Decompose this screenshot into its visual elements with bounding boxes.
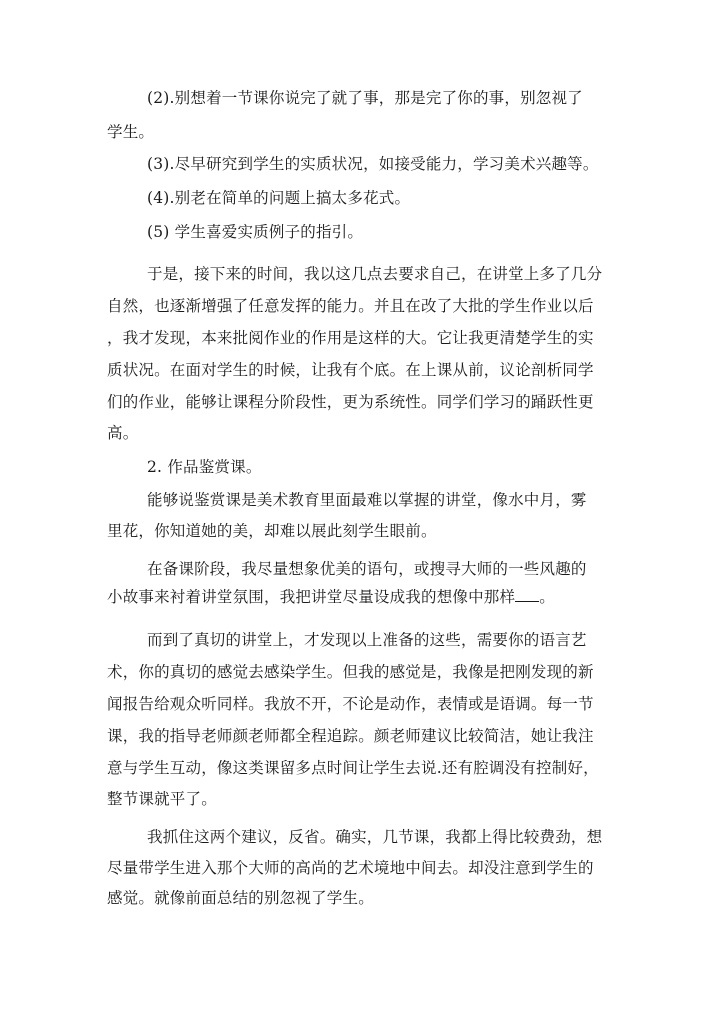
para1-line2: 自然，也逐渐增强了任意发挥的能力。并且在改了大批的学生作业以后: [107, 297, 594, 315]
para4-line3: 闻报告给观众听同样。我放不开，不论是动作，表情或是语调。每一节: [107, 695, 594, 713]
para2-line2: 里花，你知道她的美，却难以展此刻学生眼前。: [107, 522, 437, 540]
para5-line2: 尽量带学生进入那个大师的高尚的艺术境地中间去。却没注意到学生的: [107, 859, 594, 877]
list-item-2-line2: 学生。: [107, 123, 155, 141]
list-item-2-line1: (2).别想着一节课你说完了就了事，那是完了你的事，别忽视了: [147, 89, 583, 107]
para3-line2-end: 。: [539, 588, 555, 606]
para1-line5: 们的作业，能够让课程分阶段性，更为系统性。同学们学习的踊跃性更: [107, 393, 594, 411]
para4-line2: 术，你的真切的感觉去感染学生。但我的感觉是，我像是把刚发现的新: [107, 663, 594, 681]
list-item-5: (5) 学生喜爱实质例子的指引。: [147, 223, 364, 241]
para4-line5: 意与学生互动，像这类课留多点时间让学生去说.还有腔调没有控制好，: [107, 759, 599, 777]
para2-line1: 能够说鉴赏课是美术教育里面最难以掌握的讲堂，像水中月，雾: [147, 491, 587, 509]
para1-line1: 于是，接下来的时间，我以这几点去要求自己，在讲堂上多了几分: [147, 265, 603, 283]
para3-line2: [107, 587, 555, 607]
list-item-4: (4).别老在简单的问题上搞太多花式。: [147, 189, 411, 207]
para5-line1: 我抓住这两个建议，反省。确实，几节课，我都上得比较费劲，想: [147, 828, 603, 846]
para1-line6: 高。: [107, 424, 139, 442]
list-item-3: (3).尽早研究到学生的实质状况，如接受能力，学习美术兴趣等。: [147, 155, 599, 173]
para4-line4: 课，我的指导老师颜老师都全程追踪。颜老师建议比较简洁，她让我注: [107, 727, 594, 745]
para5-line3: 感觉。就像前面总结的别忽视了学生。: [107, 889, 374, 907]
section-heading: 2. 作品鉴赏课。: [147, 458, 262, 476]
para4-line1: 而到了真切的讲堂上，才发现以上准备的这些，需要你的语言艺: [147, 631, 587, 649]
para3-line1: 在备课阶段，我尽量想象优美的语句，或搜寻大师的一些风趣的: [147, 560, 587, 578]
para1-line4: 质状况。在面对学生的时候，让我有个底。在上课从前，议论剖析同学: [107, 361, 594, 379]
para4-line6: 整节课就平了。: [107, 790, 217, 808]
para1-line3: ，我才发现，本来批阅作业的作用是这样的大。它让我更清楚学生的实: [107, 329, 594, 347]
fill-in-blank: [515, 587, 539, 602]
para3-line2-text: 小故事来衬着讲堂氛围，我把讲堂尽量设成我的想像中那样: [107, 588, 516, 606]
